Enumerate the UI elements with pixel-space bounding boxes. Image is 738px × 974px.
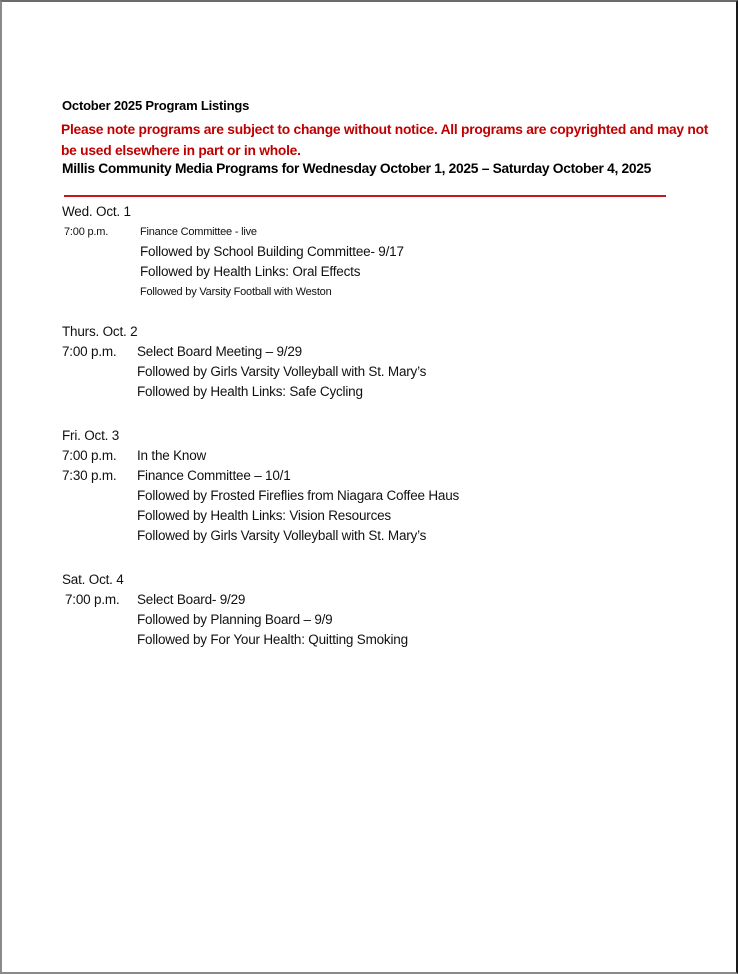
schedule-row	[62, 242, 404, 262]
day-header: Sat. Oct. 4	[62, 572, 124, 587]
schedule-row	[62, 222, 257, 242]
schedule-row	[62, 506, 391, 526]
program-title: Followed by Girls Varsity Volleyball with St. Mary’s	[137, 528, 427, 543]
program-title: Followed by Planning Board – 9/9	[137, 612, 333, 627]
schedule-row	[62, 282, 332, 302]
time-slot: 7:00 p.m.	[64, 226, 109, 238]
schedule-row	[62, 610, 333, 630]
day-header: Fri. Oct. 3	[62, 428, 120, 443]
schedule-row	[62, 486, 460, 506]
day-header: Thurs. Oct. 2	[62, 324, 138, 339]
day-block-saturday	[62, 570, 408, 650]
day-block-friday	[62, 426, 460, 546]
program-title: Followed by Girls Varsity Volleyball with St. Mary’s	[137, 364, 427, 379]
schedule-row	[62, 362, 427, 382]
schedule-row	[62, 526, 427, 546]
program-title: Followed by Frosted Fireflies from Niagara Coffee Haus	[137, 488, 460, 503]
program-title: Followed by For Your Health: Quitting Smoking	[137, 632, 408, 647]
schedule-row	[62, 382, 363, 402]
program-title: Finance Committee – 10/1	[137, 468, 291, 483]
day-block-wednesday	[62, 202, 404, 302]
time-slot: 7:00 p.m.	[62, 448, 117, 463]
schedule-row	[62, 262, 361, 282]
time-slot: 7:00 p.m.	[65, 592, 120, 607]
program-title: Followed by Health Links: Safe Cycling	[137, 384, 363, 399]
document-title: October 2025 Program Listings	[62, 98, 250, 113]
schedule-subtitle: Millis Community Media Programs for Wednesday October 1, 2025 – Saturday October 4, 2025	[62, 161, 652, 176]
time-slot: 7:00 p.m.	[62, 344, 117, 359]
schedule-row	[62, 590, 246, 610]
program-title: In the Know	[137, 448, 207, 463]
schedule-row	[62, 630, 408, 650]
schedule-row	[62, 466, 291, 486]
schedule-row	[62, 342, 302, 362]
copyright-notice: Please note programs are subject to change without notice. All programs are copyrighted and may not be used elsewhere in part or in whole.	[61, 122, 709, 158]
program-title: Followed by Varsity Football with Weston	[140, 286, 332, 298]
program-title: Select Board Meeting – 9/29	[137, 344, 302, 359]
day-header: Wed. Oct. 1	[62, 204, 131, 219]
schedule-row	[62, 446, 207, 466]
program-title: Select Board- 9/29	[137, 592, 246, 607]
program-title: Followed by Health Links: Oral Effects	[140, 264, 361, 279]
day-block-thursday	[62, 322, 427, 402]
red-divider-line	[64, 195, 666, 197]
time-slot: 7:30 p.m.	[62, 468, 117, 483]
program-title: Finance Committee - live	[140, 226, 257, 238]
program-title: Followed by School Building Committee- 9/17	[140, 244, 404, 259]
program-title: Followed by Health Links: Vision Resources	[137, 508, 391, 523]
